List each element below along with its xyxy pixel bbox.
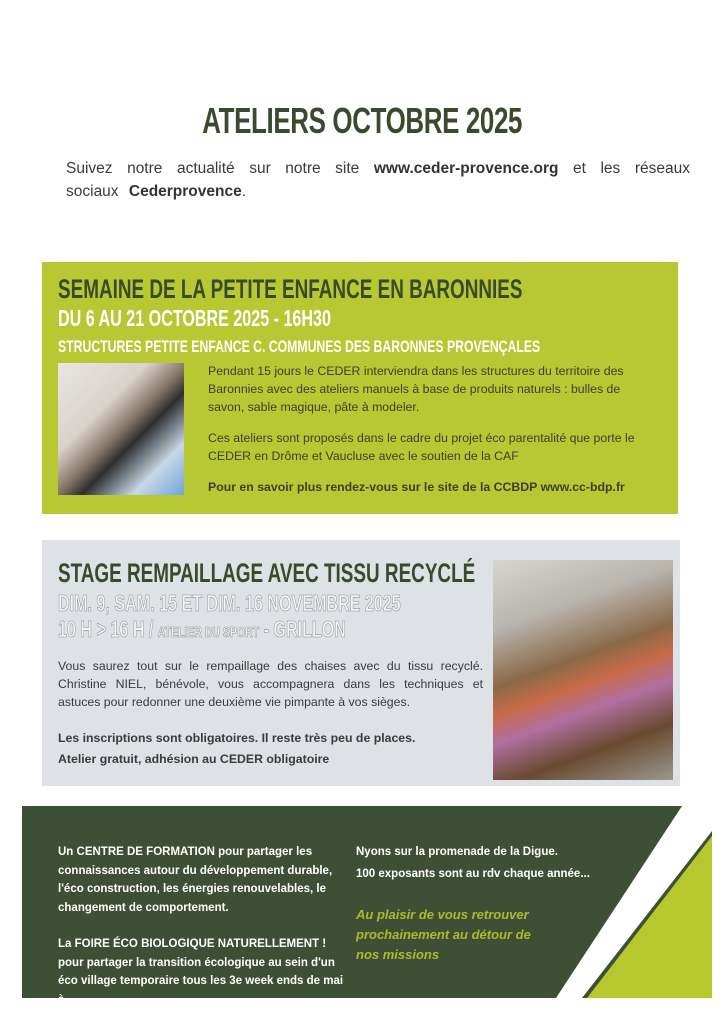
event-title: SEMAINE DE LA PETITE ENFANCE EN BARONNIES [58,274,523,304]
footer-nyons: Nyons sur la promenade de la Digue. [356,846,558,858]
footer-foire: La FOIRE ÉCO BIOLOGIQUE NATURELLEMENT ! pour partager la transition écologique au sein d'un éco village temporaire tous les 3e week ends de mai à [58,938,344,1006]
footer-banner [22,806,712,1006]
page-title: ATELIERS OCTOBRE 2025 [202,100,522,141]
footer-formation: Un CENTRE DE FORMATION pour partager les connaissances autour du développement durable, l'éco construction, les énergies renouvelables, le changement de comportement. [58,846,333,914]
event-title: STAGE REMPAILLAGE AVEC TISSU RECYCLÉ [58,558,476,588]
social-name: Cederprovence [128,183,242,200]
photo-chairs [493,560,673,780]
event-description: Pendant 15 jours le CEDER interviendra dans les structures du territoire des Baronnies avec des ateliers manuels à base de produits naturels : bulles de savon, sable magique, pâte à modeler. [208,364,624,414]
event-registration: Les inscriptions sont obligatoires. Il reste très peu de places. [58,731,416,745]
event-date: DU 6 AU 21 OCTOBRE 2025 - 16H30 [58,305,331,331]
event-date: DIM. 9, SAM. 15 ET DIM. 16 NOVEMBRE 2025 [58,590,401,616]
event-rempaillage: STAGE REMPAILLAGE AVEC TISSU RECYCLÉ DIM. 9, SAM. 15 ET DIM. 16 NOVEMBRE 2025 10 H > 16 H / ATELIER DU SPORT - GRILLON Vous saurez tout sur le rempaillage des chaises avec du tissu recyclé. Christine NIEL, bénévole, vous accompagnera dans les techniques et astuces pour redonner une deuxième vie pimpante à vos sièges. Les inscriptions sont obligatoires. Il reste très peu de places. Atelier gratuit, adhésion au CEDER obligatoire [42,540,680,786]
footer-exposants: 100 exposants sont au rdv chaque année... [356,867,590,880]
photo-child-activity [58,363,184,495]
event-context: Ces ateliers sont proposés dans le cadre du projet éco parentalité que porte le CEDER en Drôme et Vaucluse avec le soutien de la CAF [208,431,635,463]
event-place: STRUCTURES PETITE ENFANCE C. COMMUNES DES BARONNES PROVENÇALES [58,337,541,356]
website-link[interactable]: www.ceder-provence.org [373,160,559,177]
event-place: ATELIER DU SPORT [157,624,260,641]
event-fee: Atelier gratuit, adhésion au CEDER obligatoire [58,752,330,766]
event-more-info: Pour en savoir plus rendez-vous sur le site de la CCBDP www.cc-bdp.fr [208,480,625,494]
footer-closing: Au plaisir de vous retrouver prochainement au détour de nos missions [356,907,531,962]
event-description: Vous saurez tout sur le rempaillage des chaises avec du tissu recyclé. Christine NIEL, bénévole, vous accompagnera dans les techniques et astuces pour redonner une deuxième vie pimpante à vos sièges. [58,659,483,709]
intro-text: Suivez notre actualité sur notre site www.ceder-provence.org et les réseaux sociaux Cederprovence. [66,160,690,200]
event-petite-enfance [42,262,678,514]
